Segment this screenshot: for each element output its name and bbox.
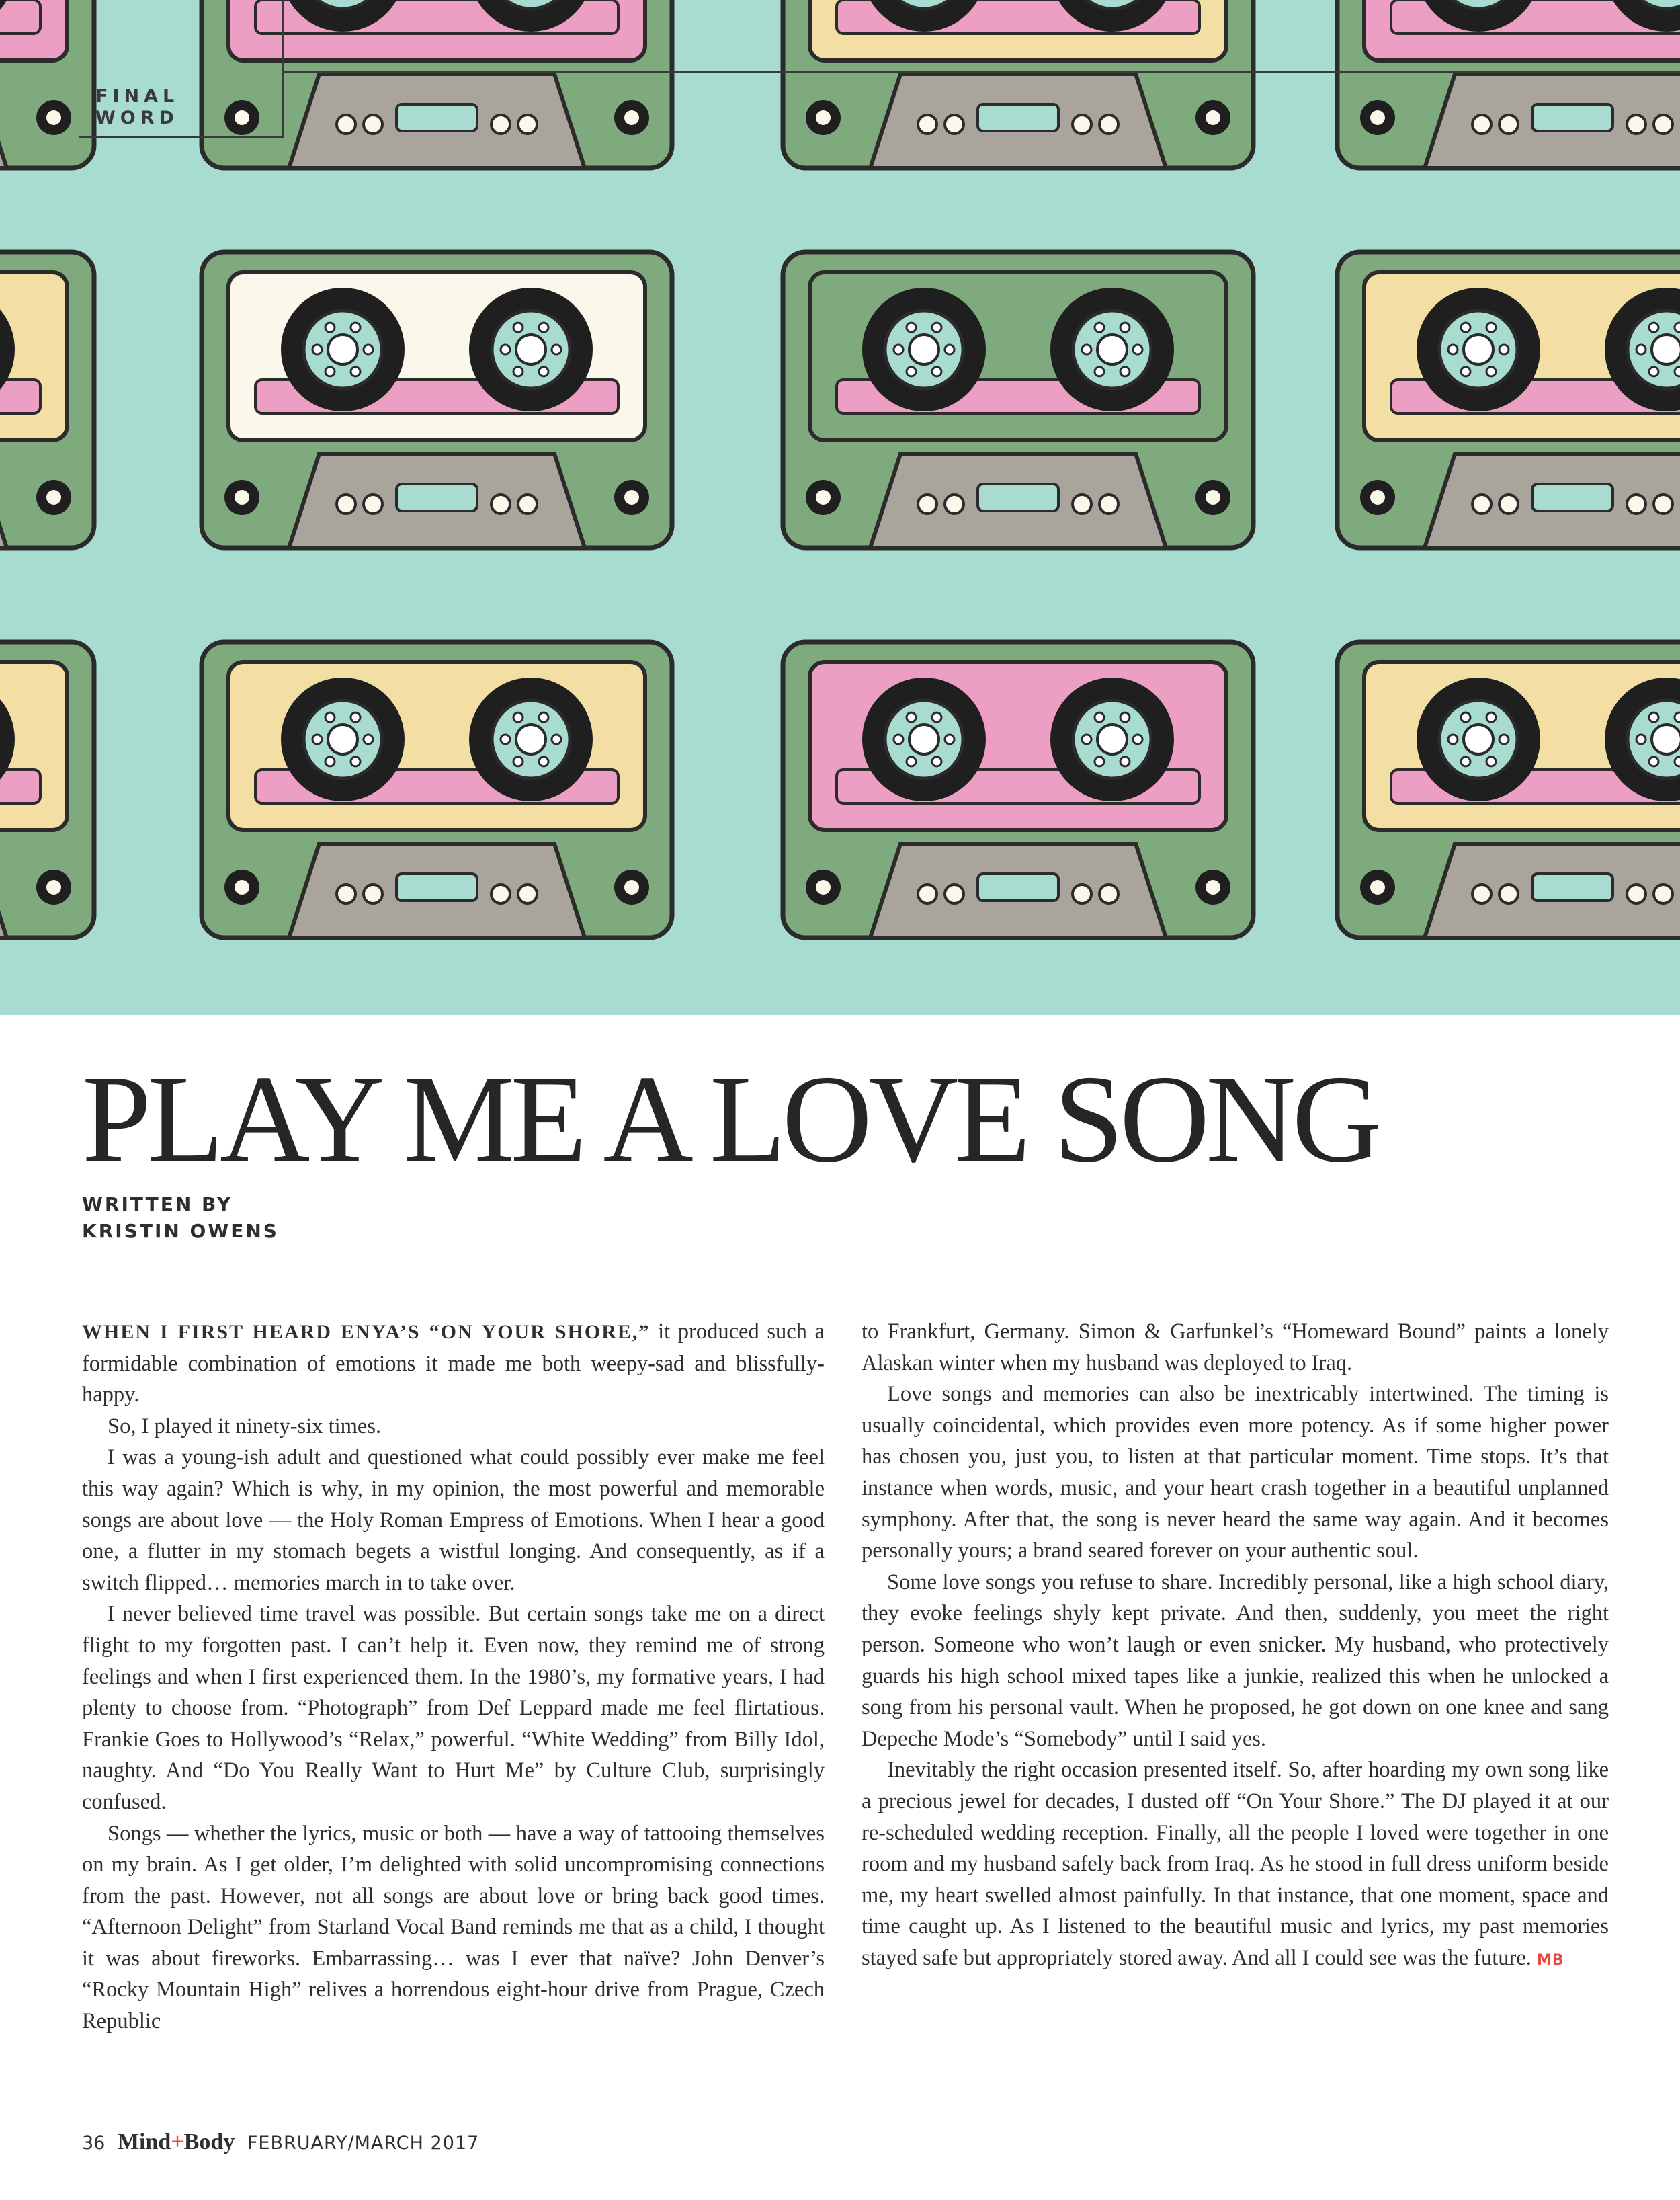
end-mark: MB (1536, 1951, 1564, 1969)
cassette-tape (1337, 0, 1680, 168)
cassette-tape (0, 642, 94, 938)
article-headline: PLAY ME A LOVE SONG (82, 1050, 1378, 1188)
hero-illustration (0, 0, 1680, 1015)
cassette-tape (1337, 252, 1680, 548)
article-paragraph: So, I played it ninety-six times. (108, 1414, 382, 1438)
cassette-tape (0, 252, 94, 548)
lead-in: WHEN I FIRST HEARD ENYA’S “ON YOUR SHORE,” (82, 1321, 650, 1343)
article-paragraph: Songs — whether the lyrics, music or both — have a way of tattooing themselves on my brain. As I get older, I’m delighted with solid uncompromising connections from the past. However, not all songs are about love or bring back good times. “Afternoon Delight” from Starland Vocal Band reminds me that as a child, I thought it was about fireworks. Embarrassing… was I ever that naïve? John Denver’s “Rocky Mountain High” relives a horrendous eight-hour drive from Prague, Czech Republic (82, 1821, 825, 2034)
byline-written-by: WRITTEN BY (82, 1193, 233, 1215)
section-rule (284, 71, 1680, 73)
article-paragraph: I never believed time travel was possible. But certain songs take me on a direct flight to my forgotten past. I can’t help it. Even now, they remind me of strong feelings and when I first experienced them. In the 1980’s, my formative years, I had plenty to choose from. “Photograph” from Def Leppard made me feel flirtatious. Frankie Goes to Hollywood’s “Relax,” powerful. “White Wedding” from Billy Idol, naughty. And “Do You Really Want to Hurt Me” by Culture Club, surprisingly confused. (82, 1602, 825, 1814)
byline (82, 1191, 279, 1245)
article-column-right (862, 1316, 1609, 1976)
byline-author: KRISTIN OWENS (82, 1220, 279, 1242)
article-paragraph: WHEN I FIRST HEARD ENYA’S “ON YOUR SHORE,” it produced such a formidable combination of emotions it made me both weepy-sad and blissfully-happy. (82, 1319, 825, 1408)
cassette-tape (783, 0, 1253, 168)
article-paragraph: Some love songs you refuse to share. Incredibly personal, like a high school diary, they evoke feelings shyly kept private. And then, suddenly, you meet the right person. Someone who won’t laugh or even snicker. My husband, who protectively guards his high school mixed tapes like a junkie, realized this when he unlocked a song from his personal vault. When he proposed, he got down on one knee and sang Depeche Mode’s “Somebody” until I said yes. (862, 1570, 1609, 1751)
article-paragraph: Inevitably the right occasion presented itself. So, after hoarding my own song like a precious jewel for decades, I dusted off “On Your Shore.” The DJ played it at our re-scheduled wedding reception. Finally, all the people I loved were together in one room and my husband safely back from Iraq. As he stood in full dress uniform beside me, my heart swelled almost painfully. In that instance, that one moment, space and time caught up. As I listened to the beautiful music and lyrics, my past memories stayed safe but appropriately stored away. And all I could see was the future. MB (862, 1758, 1609, 1970)
cassette-tape (202, 252, 672, 548)
section-tag-label: FINAL WORD (95, 86, 179, 128)
cassette-tape (1337, 642, 1680, 938)
article-paragraph: to Frankfurt, Germany. Simon & Garfunkel’s “Homeward Bound” paints a lonely Alaskan winter when my husband was deployed to Iraq. (862, 1319, 1609, 1375)
article-column-left (82, 1316, 825, 2037)
article-paragraph: I was a young-ish adult and questioned what could possibly ever make me feel this way again? Which is why, in my opinion, the most powerful and memorable songs are about love — the Holy Roman Empress of Emotions. When I hear a good one, a flutter in my stomach begets a wistful longing. And consequently, as if a switch flipped… memories march in to take over. (82, 1445, 825, 1595)
page-footer (82, 2129, 479, 2155)
magazine-brand: Mind+Body (117, 2129, 235, 2154)
cassette-tape (202, 642, 672, 938)
cassette-pattern-svg (0, 0, 1680, 1015)
section-tag (79, 0, 284, 138)
cassette-tape (783, 642, 1253, 938)
issue-date: FEBRUARY/MARCH 2017 (247, 2133, 480, 2154)
article-paragraph: Love songs and memories can also be inextricably intertwined. The timing is usually coincidental, which provides even more potency. As if some higher power has chosen you, just you, to listen at that particular moment. Time stops. It’s that instance when words, music, and your heart crash together in a beautiful unplanned symphony. After that, the song is never heard the same way again. And it becomes personally yours; a brand seared forever on your authentic soul. (862, 1382, 1609, 1563)
cassette-tape (783, 252, 1253, 548)
page-number: 36 (82, 2133, 106, 2154)
